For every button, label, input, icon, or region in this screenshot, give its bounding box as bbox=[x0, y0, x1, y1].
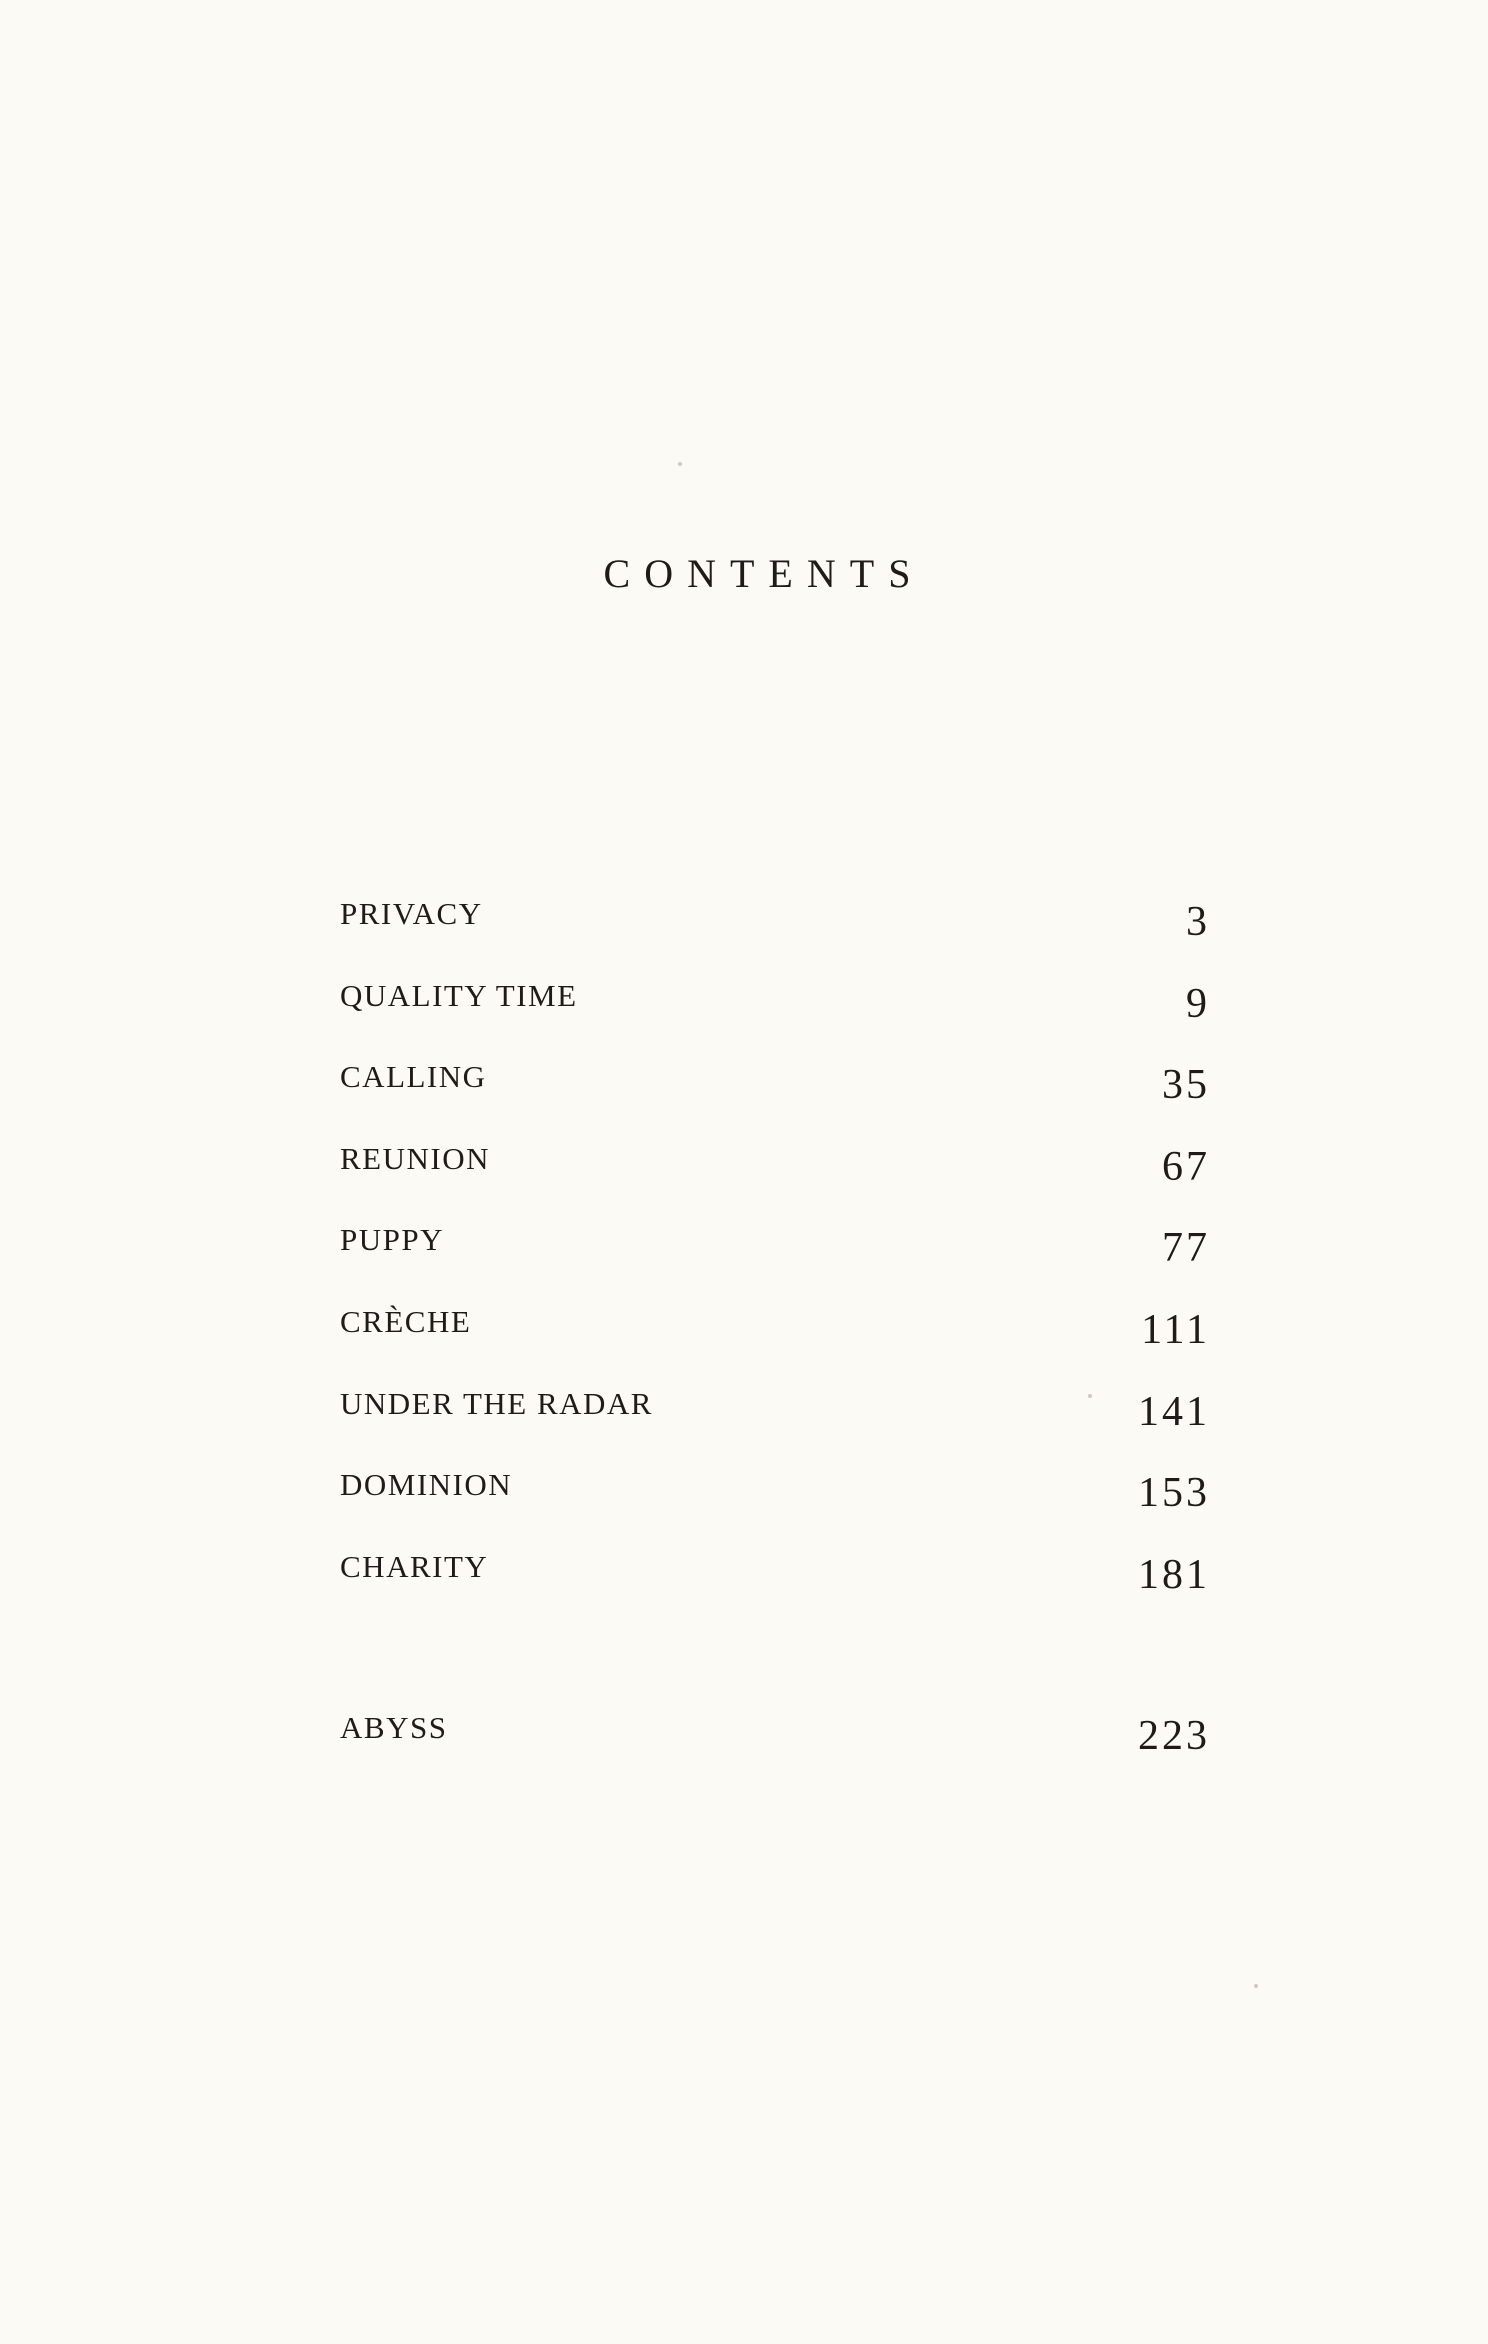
toc-entry-title: PRIVACY bbox=[340, 896, 483, 931]
toc-entry-page: 181 bbox=[1138, 1551, 1210, 1598]
toc-entry-title: REUNION bbox=[340, 1140, 490, 1176]
toc-entry-page: 35 bbox=[1162, 1062, 1210, 1109]
toc-entry-title: DOMINION bbox=[340, 1467, 513, 1503]
toc-entry-title: QUALITY TIME bbox=[340, 977, 578, 1013]
toc-entry bbox=[340, 1543, 1210, 1625]
toc-entry-page: 77 bbox=[1162, 1225, 1210, 1272]
toc-entry bbox=[340, 972, 1210, 1054]
toc-entry bbox=[340, 1216, 1210, 1298]
contents-heading: CONTENTS bbox=[603, 551, 925, 596]
toc-entry-title: PUPPY bbox=[340, 1222, 444, 1258]
paper-speck bbox=[1088, 1394, 1092, 1398]
toc-entry bbox=[340, 890, 1210, 972]
toc-entry-page: 9 bbox=[1186, 980, 1210, 1027]
toc-entry-title: CALLING bbox=[340, 1059, 487, 1095]
toc-entry-page: 3 bbox=[1186, 899, 1210, 945]
toc-entry-page: 223 bbox=[1138, 1713, 1210, 1760]
toc-entry-page: 141 bbox=[1138, 1388, 1210, 1435]
table-of-contents bbox=[340, 890, 1210, 1786]
toc-entry-title: ABYSS bbox=[340, 1710, 448, 1746]
toc-entry-title: UNDER THE RADAR bbox=[340, 1385, 653, 1421]
toc-entry-page: 67 bbox=[1162, 1143, 1210, 1190]
toc-entry bbox=[340, 1298, 1210, 1380]
toc-entry bbox=[340, 1053, 1210, 1135]
paper-speck bbox=[678, 462, 682, 466]
toc-entry-title: CRÈCHE bbox=[340, 1303, 472, 1339]
toc-entry-page: 111 bbox=[1141, 1306, 1210, 1353]
toc-entry bbox=[340, 1380, 1210, 1462]
toc-entry bbox=[340, 1704, 1210, 1786]
toc-entry bbox=[340, 1461, 1210, 1543]
toc-entry-title: CHARITY bbox=[340, 1548, 489, 1584]
toc-entry-page: 153 bbox=[1138, 1470, 1210, 1517]
paper-speck bbox=[1254, 1984, 1258, 1988]
toc-entry bbox=[340, 1135, 1210, 1217]
